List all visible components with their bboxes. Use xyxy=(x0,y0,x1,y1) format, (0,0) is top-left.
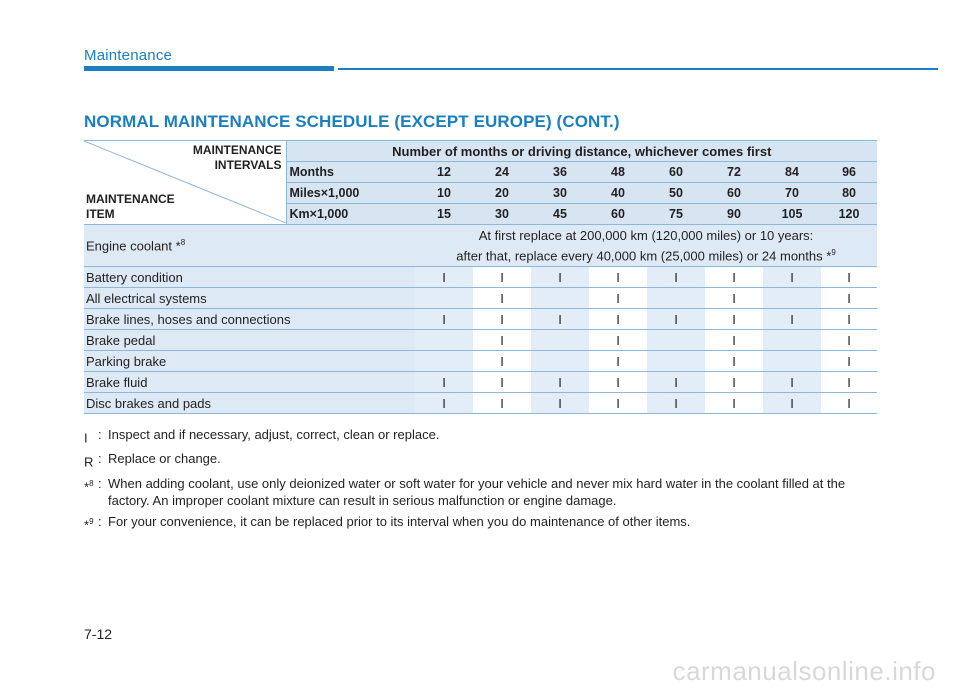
inspection-mark: I xyxy=(589,330,647,351)
interval-value: 24 xyxy=(473,162,531,183)
inspection-mark: I xyxy=(647,309,705,330)
inspection-mark: I xyxy=(821,351,877,372)
inspection-mark: I xyxy=(473,351,531,372)
inspection-mark: I xyxy=(415,267,473,288)
maintenance-schedule-table xyxy=(84,140,877,414)
note-key: *$^8$ xyxy=(84,478,94,494)
maintenance-item-row xyxy=(84,330,877,351)
note-colon: : xyxy=(98,513,102,529)
note-item xyxy=(84,513,880,533)
inspection-mark xyxy=(415,351,473,372)
maintenance-item-label: Brake lines, hoses and connections xyxy=(84,309,415,330)
inspection-mark xyxy=(415,330,473,351)
interval-value: 10 xyxy=(415,183,473,204)
inspection-mark: I xyxy=(531,267,589,288)
note-item xyxy=(84,426,880,446)
inspection-mark: I xyxy=(705,393,763,414)
inspection-mark xyxy=(415,288,473,309)
inspection-mark: I xyxy=(589,372,647,393)
interval-row-label: Months xyxy=(286,162,415,183)
header-rule-thin xyxy=(338,68,938,70)
note-text: Inspect and if necessary, adjust, correct, clean or replace. xyxy=(108,427,440,442)
inspection-mark: I xyxy=(589,309,647,330)
inspection-mark: I xyxy=(705,330,763,351)
inspection-mark: I xyxy=(705,372,763,393)
interval-value: 60 xyxy=(705,183,763,204)
maintenance-item-label: Brake fluid xyxy=(84,372,415,393)
maintenance-item-row xyxy=(84,309,877,330)
interval-value: 12 xyxy=(415,162,473,183)
note-key: I xyxy=(84,430,88,446)
inspection-mark: I xyxy=(705,267,763,288)
interval-value: 15 xyxy=(415,204,473,225)
inspection-mark: I xyxy=(705,351,763,372)
inspection-mark: I xyxy=(763,393,821,414)
interval-value: 20 xyxy=(473,183,531,204)
interval-value: 45 xyxy=(531,204,589,225)
inspection-mark xyxy=(531,351,589,372)
coolant-label: Engine coolant *$^8$ xyxy=(84,225,415,267)
inspection-mark: I xyxy=(473,288,531,309)
inspection-mark: I xyxy=(415,372,473,393)
inspection-mark xyxy=(763,288,821,309)
inspection-mark: I xyxy=(589,267,647,288)
inspection-mark: I xyxy=(589,351,647,372)
maintenance-item-label: Battery condition xyxy=(84,267,415,288)
interval-row-label: Miles×1,000 xyxy=(286,183,415,204)
coolant-row xyxy=(84,225,877,267)
note-key: R xyxy=(84,454,94,470)
inspection-mark: I xyxy=(821,330,877,351)
maintenance-item-row xyxy=(84,267,877,288)
note-key: *$^9$ xyxy=(84,516,94,532)
note-item xyxy=(84,475,880,509)
interval-value: 90 xyxy=(705,204,763,225)
maintenance-item-row xyxy=(84,393,877,414)
interval-value: 96 xyxy=(821,162,877,183)
section-header: Maintenance xyxy=(84,47,173,64)
note-item xyxy=(84,450,880,470)
inspection-mark: I xyxy=(647,393,705,414)
inspection-mark: I xyxy=(473,267,531,288)
maintenance-item-label: All electrical systems xyxy=(84,288,415,309)
maintenance-item-label: Brake pedal xyxy=(84,330,415,351)
interval-value: 40 xyxy=(589,183,647,204)
interval-value: 60 xyxy=(647,162,705,183)
interval-value: 70 xyxy=(763,183,821,204)
note-colon: : xyxy=(98,475,102,491)
interval-value: 72 xyxy=(705,162,763,183)
inspection-mark: I xyxy=(473,372,531,393)
interval-row-label: Km×1,000 xyxy=(286,204,415,225)
coolant-interval-text: At first replace at 200,000 km (120,000 miles) or 10 years: after that, replace every 40,000 km (25,000 miles) or 24 months *$^9$ xyxy=(415,225,877,267)
inspection-mark xyxy=(531,330,589,351)
inspection-mark: I xyxy=(647,267,705,288)
inspection-mark: I xyxy=(763,267,821,288)
corner-intervals-label: MAINTENANCE INTERVALS xyxy=(192,143,282,172)
page-number: 7-12 xyxy=(84,626,113,642)
inspection-mark: I xyxy=(821,267,877,288)
inspection-mark: I xyxy=(473,330,531,351)
corner-item-label: MAINTENANCE ITEM xyxy=(86,192,175,221)
inspection-mark: I xyxy=(473,309,531,330)
inspection-mark xyxy=(647,330,705,351)
interval-value: 48 xyxy=(589,162,647,183)
note-colon: : xyxy=(98,451,102,467)
inspection-mark: I xyxy=(705,288,763,309)
maintenance-item-label: Disc brakes and pads xyxy=(84,393,415,414)
inspection-mark: I xyxy=(821,288,877,309)
page-title: NORMAL MAINTENANCE SCHEDULE (EXCEPT EUROPE) (CONT.) xyxy=(84,112,620,131)
inspection-mark: I xyxy=(415,393,473,414)
interval-value: 36 xyxy=(531,162,589,183)
inspection-mark xyxy=(763,330,821,351)
interval-value: 30 xyxy=(531,183,589,204)
maintenance-item-row xyxy=(84,351,877,372)
interval-value: 105 xyxy=(763,204,821,225)
inspection-mark: I xyxy=(589,288,647,309)
inspection-mark: I xyxy=(647,372,705,393)
note-colon: : xyxy=(98,427,102,442)
interval-value: 120 xyxy=(821,204,877,225)
inspection-mark: I xyxy=(821,309,877,330)
inspection-mark: I xyxy=(531,372,589,393)
interval-value: 84 xyxy=(763,162,821,183)
inspection-mark: I xyxy=(705,309,763,330)
maintenance-item-label: Parking brake xyxy=(84,351,415,372)
inspection-mark: I xyxy=(821,372,877,393)
interval-value: 60 xyxy=(589,204,647,225)
notes-list xyxy=(84,426,880,537)
inspection-mark: I xyxy=(821,393,877,414)
maintenance-item-row xyxy=(84,288,877,309)
corner-header-cell xyxy=(84,141,286,225)
inspection-mark: I xyxy=(531,393,589,414)
maintenance-item-row xyxy=(84,372,877,393)
note-text: For your convenience, it can be replaced prior to its interval when you do maintenance of other items. xyxy=(108,513,691,529)
inspection-mark: I xyxy=(531,309,589,330)
note-text: When adding coolant, use only deionized water or soft water for your vehicle and never mix hard water in the coolant filled at the factory. An improper coolant mixture can result in serious malfunction or engine damage. xyxy=(108,475,846,508)
inspection-mark xyxy=(647,288,705,309)
inspection-mark: I xyxy=(763,309,821,330)
inspection-mark: I xyxy=(473,393,531,414)
inspection-mark xyxy=(531,288,589,309)
interval-value: 30 xyxy=(473,204,531,225)
header-rule-thick xyxy=(84,66,334,71)
interval-value: 50 xyxy=(647,183,705,204)
note-text: Replace or change. xyxy=(108,451,221,467)
inspection-mark xyxy=(763,351,821,372)
watermark: carmanualsonline.info xyxy=(672,656,936,686)
inspection-mark xyxy=(647,351,705,372)
inspection-mark: I xyxy=(589,393,647,414)
inspection-mark: I xyxy=(763,372,821,393)
interval-title: Number of months or driving distance, whichever comes first xyxy=(286,141,877,162)
inspection-mark: I xyxy=(415,309,473,330)
interval-value: 75 xyxy=(647,204,705,225)
interval-value: 80 xyxy=(821,183,877,204)
